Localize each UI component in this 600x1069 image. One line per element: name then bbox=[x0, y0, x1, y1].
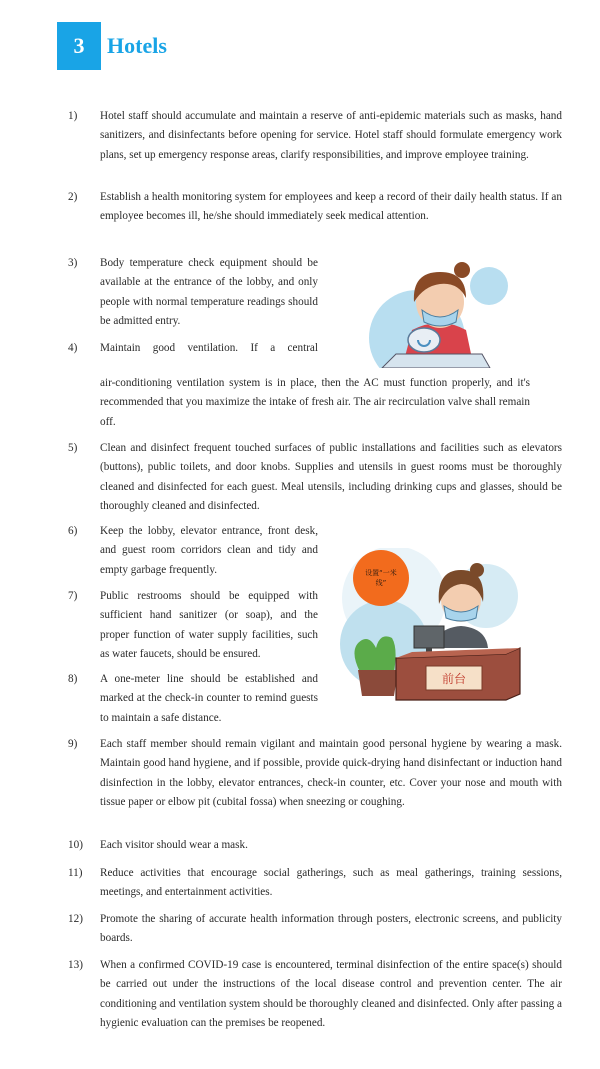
section-title: Hotels bbox=[107, 33, 167, 58]
thermometer-device-icon bbox=[408, 328, 440, 352]
item-text: Each staff member should remain vigilant and maintain good personal hygiene by wearing a mask. Maintain good hand hygiene, and if possible, provide quick-drying hand disinfectant or induction hand disinfection in the lobby, elevator entrances, check-in counter, etc. Cover your nose and mouth with tissue paper or elbow pit (cubital fossa) when sneezing or coughing. bbox=[100, 738, 562, 809]
item-number: 2) bbox=[68, 191, 78, 203]
item-text: Public restrooms should be equipped with sufficient hand sanitizer (or soap), and the proper function of water supply facilities, such as water faucets, should be ensured. bbox=[100, 590, 318, 661]
item-text: Establish a health monitoring system for employees and keep a record of their daily health status. If an employee becomes ill, he/she should immediately seek medical attention. bbox=[100, 191, 562, 223]
item-number: 6) bbox=[68, 525, 78, 537]
item-number: 3) bbox=[68, 257, 78, 269]
item-continuation: air-conditioning ventilation system is in place, then the AC must function properly, and it's recommended that you maximize the intake of fresh air. The air recirculation valve shall remain off. bbox=[100, 377, 530, 428]
item-text: A one-meter line should be established and marked at the check-in counter to remind guests to maintain a safe distance. bbox=[100, 673, 318, 724]
item-text: Promote the sharing of accurate health information through posters, electronic screens, and publicity boards. bbox=[100, 913, 562, 945]
item-number: 4) bbox=[68, 342, 78, 354]
badge-text: 设置“一米 bbox=[365, 569, 397, 577]
item-number: 5) bbox=[68, 442, 78, 454]
section-header bbox=[57, 22, 167, 70]
desk-sign-text: 前台 bbox=[441, 672, 467, 686]
background-circle-small bbox=[470, 267, 508, 305]
plant-pot bbox=[358, 670, 398, 696]
front-desk-illustration bbox=[336, 548, 526, 708]
item-text: Maintain good ventilation. If a central bbox=[100, 342, 318, 354]
item-number: 8) bbox=[68, 673, 78, 685]
item-text: Each visitor should wear a mask. bbox=[100, 839, 248, 851]
monitor-icon bbox=[414, 626, 444, 648]
item-number: 13) bbox=[68, 959, 83, 971]
item-text: Body temperature check equipment should be available at the entrance of the lobby, and only people with normal temperature readings should be admitted entry. bbox=[100, 257, 318, 328]
item-text: Clean and disinfect frequent touched surfaces of public installations and facilities such as elevators (buttons), public toilets, and door knobs. Supplies and utensils in guest rooms must be thoroughly cleaned and disinfected for each guest. Meal utensils, including drinking cups and glasses, should be thoroughly cleaned and disinfected. bbox=[100, 442, 562, 513]
item-text: Keep the lobby, elevator entrance, front desk, and guest room corridors clean and tidy and empty garbage frequently. bbox=[100, 525, 318, 576]
item-number: 9) bbox=[68, 738, 78, 750]
badge-text-line2: 线” bbox=[375, 579, 387, 587]
item-number: 10) bbox=[68, 839, 83, 851]
table-rail bbox=[382, 354, 490, 368]
hair-bun bbox=[470, 563, 484, 577]
temperature-check-illustration bbox=[362, 258, 512, 368]
item-text: Reduce activities that encourage social gatherings, such as meal gatherings, training sessions, meetings, and entertainment activities. bbox=[100, 867, 562, 899]
one-meter-line-badge bbox=[353, 550, 409, 606]
item-number: 1) bbox=[68, 110, 78, 122]
item-number: 7) bbox=[68, 590, 78, 602]
hair-bun bbox=[454, 262, 470, 278]
item-text: When a confirmed COVID-19 case is encountered, terminal disinfection of the entire space(s) should be carried out under the instructions of the local disease control and prevention center. The air conditioning and ventilation system should be thoroughly cleaned and disinfected. Only after passing a hygienic evaluation can the premises be reopened. bbox=[100, 959, 562, 1030]
section-number: 3 bbox=[57, 22, 101, 70]
item-text: Hotel staff should accumulate and maintain a reserve of anti-epidemic materials such as masks, hand sanitizers, and disinfectants before opening for service. Hotel staff should formulate emergency work plans, set up emergency response areas, clarify responsibilities, and improve employee training. bbox=[100, 110, 562, 161]
item-number: 11) bbox=[68, 867, 83, 879]
item-number: 12) bbox=[68, 913, 83, 925]
